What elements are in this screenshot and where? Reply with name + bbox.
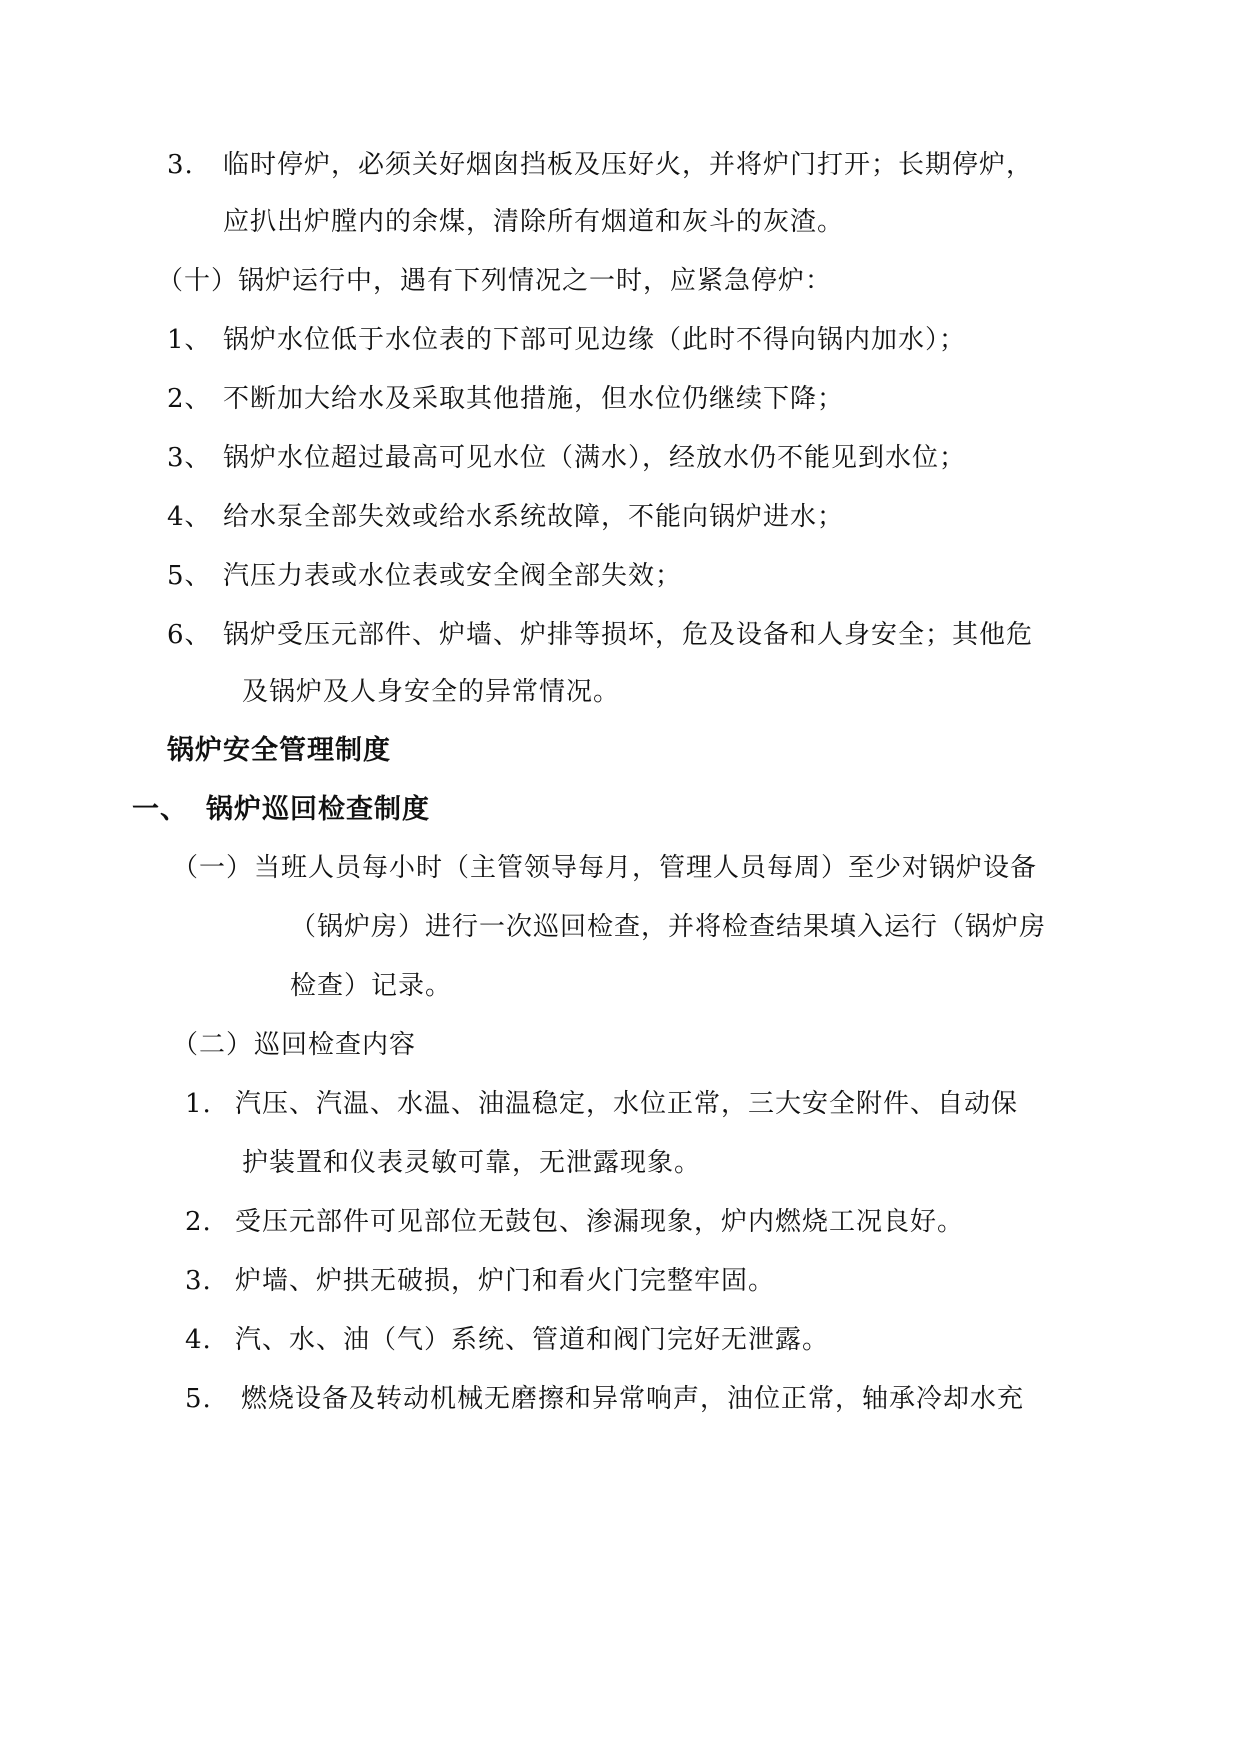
list-text: 给水泵全部失效或给水系统故障，不能向锅炉进水；	[223, 502, 845, 532]
part-title: 巡回检查内容	[254, 1030, 417, 1060]
chapter1-heading	[132, 792, 430, 828]
list-number: 3.	[167, 150, 194, 180]
list-text-continuation: 护装置和仪表灵敏可靠，无泄露现象。	[242, 1148, 702, 1178]
section10-item-1	[167, 322, 966, 358]
chapter1-part1-line2	[290, 909, 1046, 945]
list-number: 4.	[185, 1325, 212, 1355]
list-number: 5.	[185, 1384, 212, 1414]
part-text-continuation: 检查）记录。	[290, 971, 453, 1001]
list-text: 锅炉水位超过最高可见水位（满水），经放水仍不能见到水位；	[223, 443, 967, 473]
section10-heading-text: （十）锅炉运行中，遇有下列情况之一时，应紧急停炉：	[157, 266, 833, 296]
list-number: 3、	[167, 443, 212, 473]
chapter1-part1-line3	[290, 968, 452, 1004]
list-number: 2.	[185, 1207, 212, 1237]
part-text-continuation: （锅炉房）进行一次巡回检查，并将检查结果填入运行（锅炉房	[290, 912, 1047, 942]
list-number: 1.	[185, 1089, 212, 1119]
section10-item-6-continuation	[242, 674, 620, 710]
part-number: （二）	[172, 1030, 254, 1060]
part-text: 当班人员每小时（主管领导每月，管理人员每周）至少对锅炉设备	[254, 853, 1038, 883]
list-number: 5、	[167, 561, 212, 591]
list-number: 4、	[167, 502, 212, 532]
list-number: 2、	[167, 384, 212, 414]
section10-item-2	[167, 381, 844, 417]
section9-item3-line2	[223, 204, 844, 240]
doc-title	[167, 733, 391, 769]
chapter1-part2-item-3	[185, 1263, 775, 1299]
chapter1-part1-line1	[172, 850, 1037, 886]
doc-title-text: 锅炉安全管理制度	[167, 735, 391, 766]
list-number: 6、	[167, 620, 212, 650]
chapter1-part2-item-2	[185, 1204, 964, 1240]
chapter1-part2-item-5	[185, 1381, 1024, 1417]
list-text: 临时停炉，必须关好烟囱挡板及压好火，并将炉门打开；长期停炉，	[223, 150, 1034, 180]
list-text: 汽压、汽温、水温、油温稳定，水位正常，三大安全附件、自动保	[235, 1089, 1019, 1119]
list-text: 炉墙、炉拱无破损，炉门和看火门完整牢固。	[235, 1266, 776, 1296]
list-number: 1、	[167, 325, 212, 355]
section10-item-3	[167, 440, 966, 476]
chapter1-part2-item-1-continuation	[242, 1145, 701, 1181]
list-text: 燃烧设备及转动机械无磨擦和异常响声，油位正常，轴承冷却水充	[241, 1384, 1025, 1414]
section10-item-6	[167, 617, 1033, 653]
part-number: （一）	[172, 853, 254, 883]
list-number: 3.	[185, 1266, 212, 1296]
section9-item3-line1	[167, 147, 1033, 183]
chapter1-part2-item-4	[185, 1322, 829, 1358]
list-text-continuation: 及锅炉及人身安全的异常情况。	[242, 677, 621, 707]
list-text: 受压元部件可见部位无鼓包、渗漏现象，炉内燃烧工况良好。	[235, 1207, 965, 1237]
chapter1-part2-item-1	[185, 1086, 1018, 1122]
section10-heading	[157, 263, 832, 299]
list-text: 锅炉水位低于水位表的下部可见边缘（此时不得向锅内加水）；	[223, 325, 967, 355]
list-text: 汽压力表或水位表或安全阀全部失效；	[223, 561, 683, 591]
chapter-number: 一、	[132, 794, 188, 825]
list-text: 不断加大给水及采取其他措施，但水位仍继续下降；	[223, 384, 845, 414]
list-text: 汽、水、油（气）系统、管道和阀门完好无泄露。	[235, 1325, 830, 1355]
list-text: 锅炉受压元部件、炉墙、炉排等损坏，危及设备和人身安全；其他危	[223, 620, 1034, 650]
section10-item-4	[167, 499, 844, 535]
section10-item-5	[167, 558, 682, 594]
list-text-continuation: 应扒出炉膛内的余煤，清除所有烟道和灰斗的灰渣。	[223, 207, 845, 237]
chapter1-part2-heading	[172, 1027, 416, 1063]
chapter-title: 锅炉巡回检查制度	[206, 794, 430, 825]
